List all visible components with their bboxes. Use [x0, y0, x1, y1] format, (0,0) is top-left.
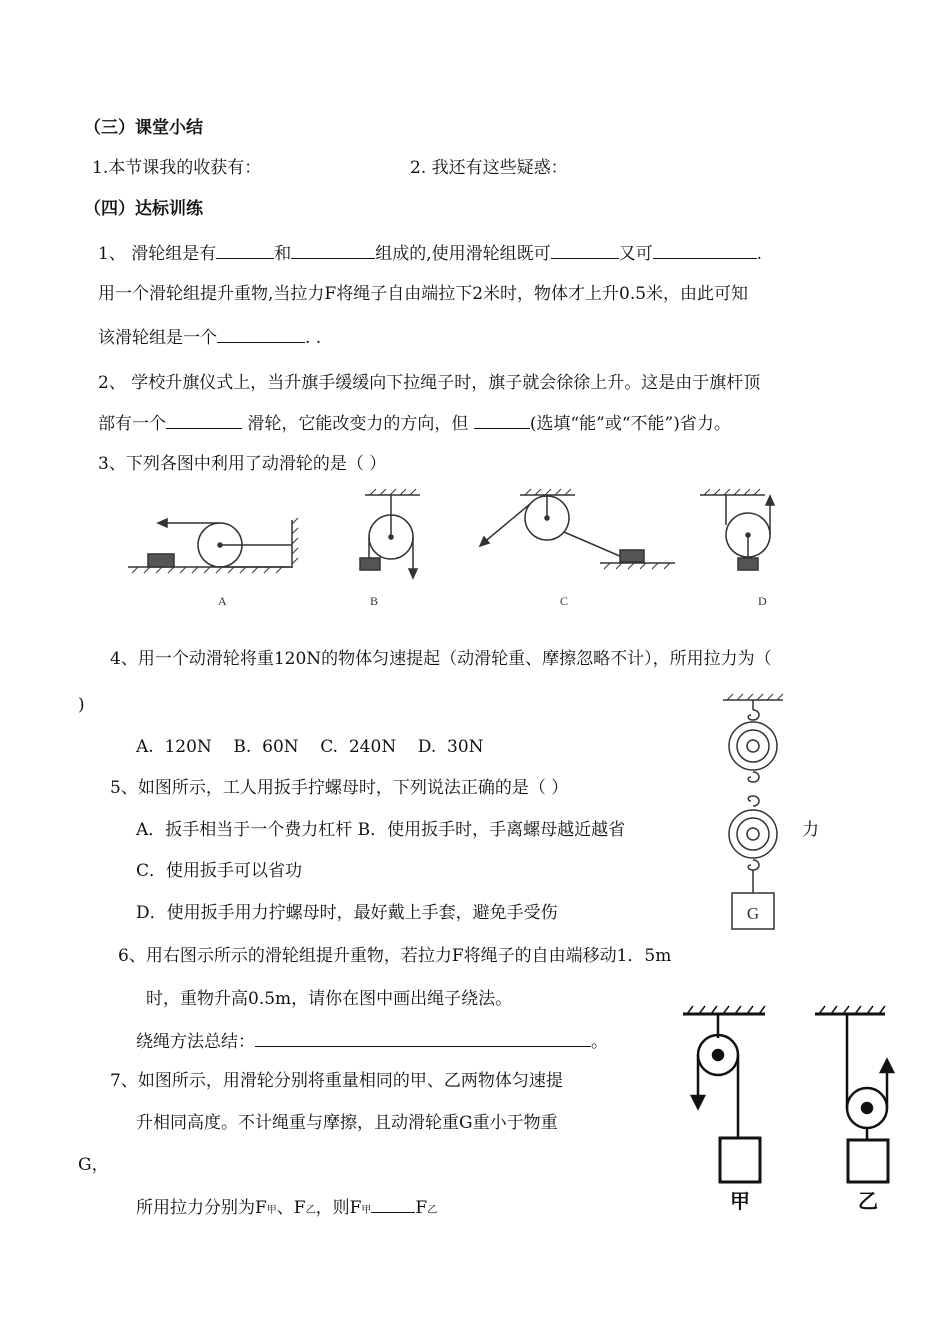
question-7-line-2: 升相同高度。不计绳重与摩擦，且动滑轮重G重小于物重: [136, 1113, 558, 1133]
q7-text-a: 所用拉力分别为F: [136, 1198, 267, 1218]
q1-blank-2[interactable]: [291, 242, 375, 259]
q7-text-c: F: [415, 1198, 428, 1218]
q7-text-b: ，则F: [315, 1198, 362, 1218]
pulley-diagram-b: [360, 489, 420, 578]
question-5-option-d: D．使用扳手用力拧螺母时，最好戴上手套，避免手受伤: [136, 903, 558, 923]
option-label-b: B: [370, 594, 379, 608]
pulley-diagram-a: [128, 518, 298, 573]
q1-blank-3[interactable]: [551, 242, 619, 259]
question-7-line-3: G，: [78, 1155, 109, 1175]
option-label-a: A: [218, 594, 227, 608]
q1-text-a: 1、 滑轮组是有: [98, 244, 217, 264]
q1-text-c: 组成的,使用滑轮组既可: [375, 244, 551, 264]
question-7-line-4: [136, 1196, 437, 1222]
question-6-line-1: 6、用右图示所示的滑轮组提升重物，若拉力F将绳子的自由端移动1．5m: [118, 946, 672, 966]
q2-text-a: 部有一个: [98, 414, 166, 434]
question-4-options: A. 120N B. 60N C. 240N D. 30N: [136, 737, 484, 757]
option-label-c: C: [560, 594, 569, 608]
q7-blank[interactable]: [371, 1196, 415, 1213]
q7-sub-jia-2: 甲: [361, 1205, 372, 1216]
figure-label-jia: 甲: [730, 1189, 750, 1213]
jia-yi-pulley-figure: [675, 1000, 915, 1220]
q7-sub-yi-1: 乙: [305, 1205, 316, 1216]
pulley-diagram-c: [480, 489, 675, 569]
movable-pulley-figure: [715, 688, 795, 933]
figure-label-yi: 乙: [858, 1189, 878, 1213]
q1-text-e: .: [756, 244, 763, 264]
question-6-summary: [136, 1030, 608, 1053]
pulley-diagram-d-figure: [690, 480, 790, 615]
q1-text-d: 又可: [618, 244, 653, 264]
q7-sub-yi-2: 乙: [427, 1205, 438, 1216]
question-5-option-c: C．使用扳手可以省功: [136, 861, 303, 881]
q1-text-3a: 该滑轮组是一个: [98, 328, 217, 348]
q2-text-b: 滑轮，它能改变力的方向，但: [242, 414, 474, 434]
question-5-option-ab: A．扳手相当于一个费力杠杆 B．使用扳手时，手离螺母越近越省: [136, 820, 626, 840]
question-4-stem: 4、用一个动滑轮将重120N的物体匀速提起（动滑轮重、摩擦忽略不计），所用拉力为（: [110, 649, 772, 669]
q2-blank-2[interactable]: [474, 412, 530, 429]
summary-item-1: 1.本节课我的收获有：: [92, 158, 262, 178]
question-4-close: ): [78, 695, 85, 715]
q7-text-mid: 、F: [276, 1198, 306, 1218]
q6-summary-label: 绕绳方法总结：: [136, 1032, 255, 1052]
question-1-line-1: [98, 242, 762, 265]
q1-blank-1[interactable]: [216, 242, 274, 259]
q6-summary-end: 。: [591, 1032, 608, 1052]
option-label-d: D: [758, 594, 767, 608]
summary-item-2: 2. 我还有这些疑惑：: [410, 158, 568, 178]
q6-summary-blank[interactable]: [255, 1030, 591, 1047]
section-title-practice: （四）达标训练: [84, 199, 203, 219]
question-3-stem: 3、下列各图中利用了动滑轮的是（ ）: [98, 454, 387, 474]
q1-blank-4[interactable]: [653, 242, 757, 259]
q2-blank-1[interactable]: [166, 412, 242, 429]
q1-text-b: 和: [274, 244, 292, 264]
q1-blank-5[interactable]: [217, 326, 305, 343]
question-7-line-1: 7、如图所示，用滑轮分别将重量相同的甲、乙两物体匀速提: [110, 1071, 563, 1091]
section-title-summary: （三）课堂小结: [84, 118, 203, 138]
pulley-options-figure: [120, 480, 680, 615]
question-2-line-1: 2、 学校升旗仪式上，当升旗手缓缓向下拉绳子时，旗子就会徐徐上升。这是由于旗杆顶: [98, 373, 761, 393]
question-2-line-2: [98, 412, 731, 435]
question-1-line-3: [98, 326, 321, 349]
q7-sub-jia-1: 甲: [266, 1205, 277, 1216]
question-6-line-2: 时，重物升高0.5m，请你在图中画出绳子绕法。: [146, 989, 513, 1009]
question-1-line-2: 用一个滑轮组提升重物,当拉力F将绳子自由端拉下2米时，物体才上升0.5米，由此可知: [98, 284, 749, 304]
question-5-option-ab-tail: 力: [802, 820, 819, 840]
q2-text-c: (选填“能”或“不能”)省力。: [529, 414, 731, 434]
q1-text-3b: . .: [305, 328, 322, 348]
question-5-stem: 5、如图所示，工人用扳手拧螺母时，下列说法正确的是（ ）: [110, 778, 569, 798]
weight-label: G: [746, 904, 760, 923]
